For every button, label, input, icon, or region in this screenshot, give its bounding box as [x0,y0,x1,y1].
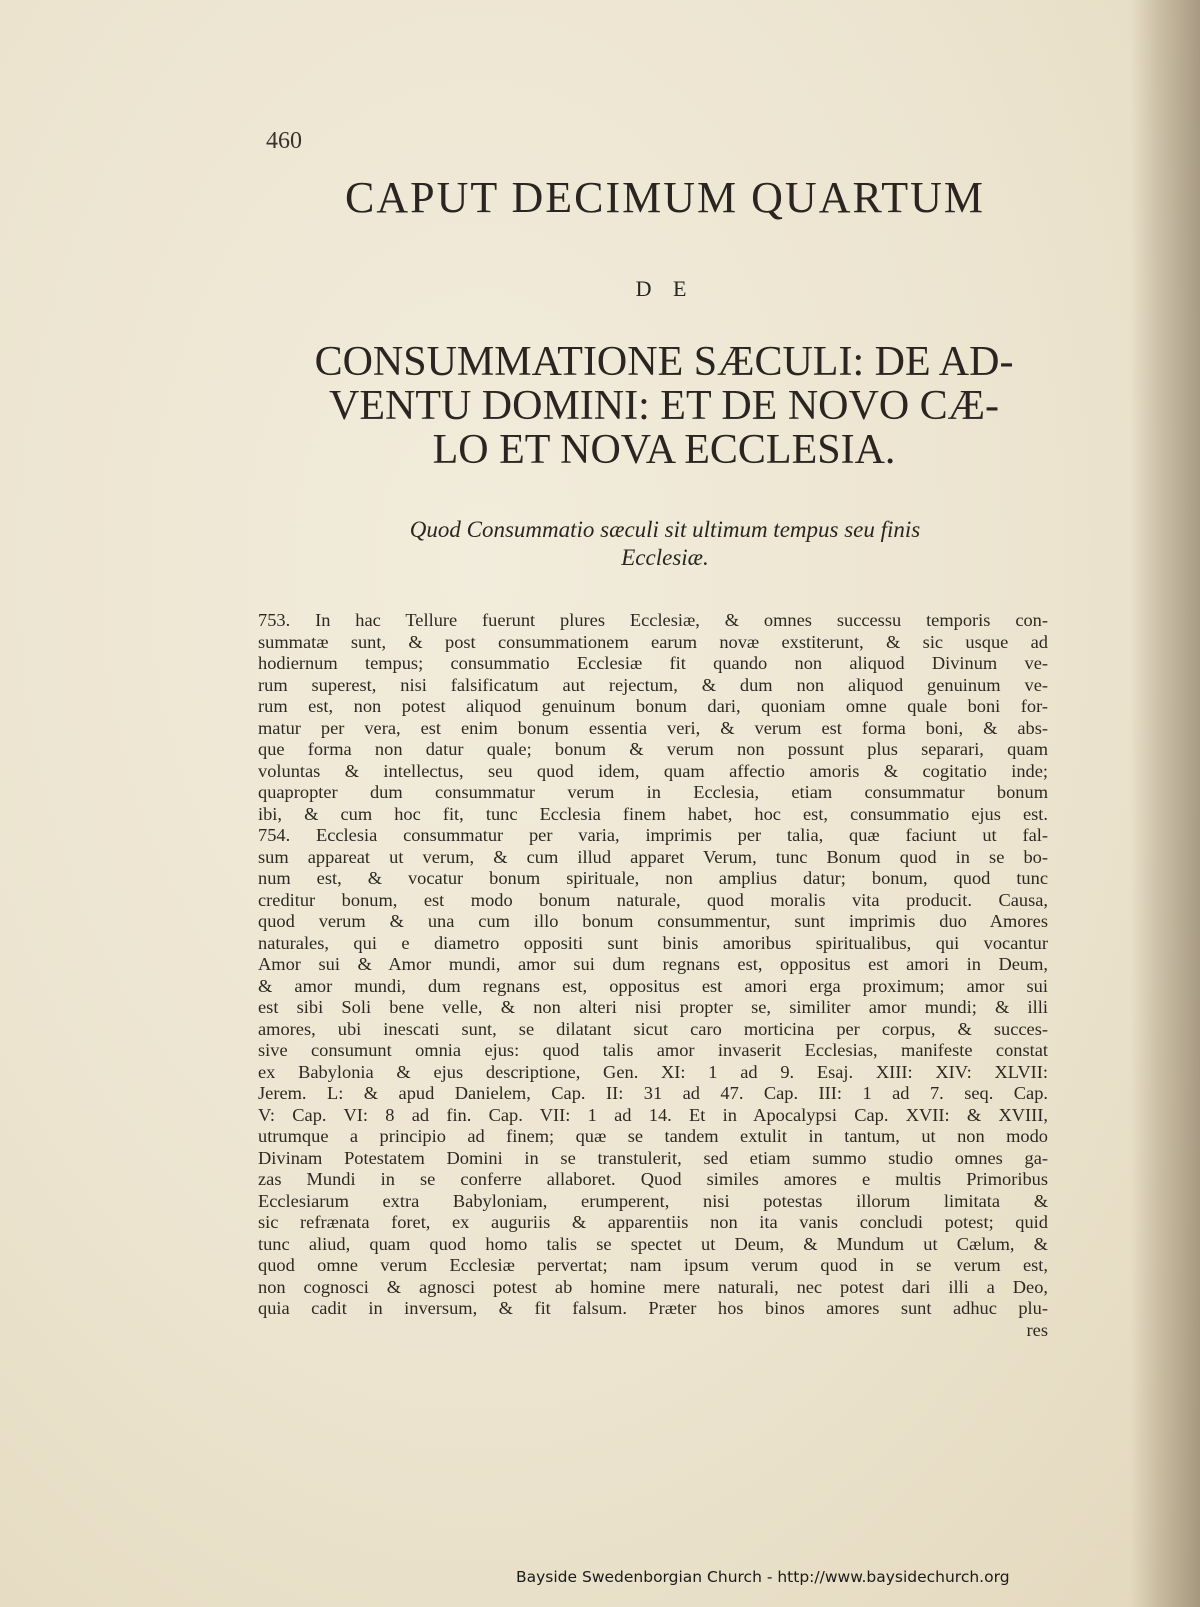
text-line: creditur bonum, est modo bonum naturale, quod moralis vita producit. Causa, [258,889,1048,910]
text-line: utrumque a principio ad finem; quæ se tandem extulit in tantum, ut non modo [258,1126,1048,1146]
text-line: Jerem. L: & apud Danielem, Cap. II: 31 ad 47. Cap. III: 1 ad 7. seq. Cap. [258,1083,1048,1103]
text-line: zas Mundi in se conferre allaboret. Quod similes amores e multis Primoribus [258,1169,1048,1189]
body-text [258,610,1048,1341]
chapter-subject [268,340,1060,472]
text-line: que forma non datur quale; bonum & verum non possunt plus separari, quam [258,739,1048,759]
text-line: quod omne verum Ecclesiæ pervertat; nam ipsum verum quod in se verum est, [258,1255,1048,1275]
text-line: quod verum & una cum illo bonum consummentur, sunt imprimis duo Amores [258,911,1048,931]
text-line: sive consumunt omnia ejus: quod talis amor invaserit Ecclesias, manifeste constat [258,1040,1048,1060]
text-line: ibi, & cum hoc fit, tunc Ecclesia finem habet, hoc est, consummatio ejus est. [258,803,1048,824]
catchword: res [1026,1319,1048,1340]
text-line: & amor mundi, dum regnans est, oppositus est amori erga proximum; amor sui [258,975,1048,996]
text-line: summatæ sunt, & post consummationem earum novæ exstiterunt, & sic usque ad [258,631,1048,652]
text-line: 754. Ecclesia consummatur per varia, imprimis per talia, quæ faciunt ut fal- [258,825,1048,845]
section-heading-line: Ecclesiæ. [621,545,709,570]
text-line: voluntas & intellectus, seu quod idem, quam affectio amoris & cogitatio inde; [258,760,1048,781]
text-line: Amor sui & Amor mundi, amor sui dum regnans est, oppositus est amori in Deum, [258,954,1048,974]
subject-line: CONSUMMATIONE SÆCULI: DE AD- [314,339,1014,385]
text-line: non cognosci & agnosci potest ab homine mere naturali, nec potest dari illi a Deo, [258,1276,1048,1297]
text-line: 753. In hac Tellure fuerunt plures Ecclesiæ, & omnes successu temporis con- [258,610,1048,630]
text-line: Divinam Potestatem Domini in se transtulerit, sed etiam summo studio omnes ga- [258,1147,1048,1168]
text-line: rum est, non potest aliquod genuinum bonum dari, quoniam omne quale boni for- [258,696,1048,716]
text-line: V: Cap. VI: 8 ad fin. Cap. VII: 1 ad 14. Et in Apocalypsi Cap. XVII: & XVIII, [258,1104,1048,1125]
text-line: est sibi Soli bene velle, & non alteri nisi propter se, similiter amor mundi; & illi [258,997,1048,1017]
section-heading [300,516,1030,572]
page-number: 460 [266,128,302,154]
subject-line: VENTU DOMINI: ET DE NOVO CÆ- [329,383,999,429]
text-line: Ecclesiarum extra Babyloniam, erumperent, nisi potestas illorum limitata & [258,1190,1048,1211]
text-line: quapropter dum consummatur verum in Ecclesia, etiam consummatur bonum [258,782,1048,802]
text-line: quia cadit in inversum, & fit falsum. Præter hos binos amores sunt adhuc plu- [258,1298,1048,1318]
text-line: tunc aliud, quam quod homo talis se spectet ut Deum, & Mundum ut Cælum, & [258,1233,1048,1254]
subject-line: LO ET NOVA ECCLESIA. [432,427,896,473]
text-line: matur per vera, est enim bonum essentia veri, & verum est forma boni, & abs- [258,717,1048,738]
text-line: sum appareat ut verum, & cum illud apparet Verum, tunc Bonum quod in se bo- [258,846,1048,867]
text-line: num est, & vocatur bonum spirituale, non amplius datur; bonum, quod tunc [258,868,1048,888]
text-line: rum superest, nisi falsificatum aut rejectum, & dum non aliquod genuinum ve- [258,674,1048,695]
text-line: ex Babylonia & ejus descriptione, Gen. XI: 1 ad 9. Esaj. XIII: XIV: XLVII: [258,1061,1048,1082]
watermark-credit: Bayside Swedenborgian Church - http://www.baysidechurch.org [516,1568,1010,1586]
chapter-title: CAPUT DECIMUM QUARTUM [345,173,985,222]
text-line: hodiernum tempus; consummatio Ecclesiæ fit quando non aliquod Divinum ve- [258,653,1048,673]
chapter-preposition: D E [635,276,695,301]
text-line: sic refrænata foret, ex auguriis & apparentiis non ita vanis concludi potest; quid [258,1212,1048,1232]
text-line: naturales, qui e diametro oppositi sunt binis amoribus spiritualibus, qui vocantur [258,932,1048,953]
section-heading-line: Quod Consummatio sæculi sit ultimum tempus seu finis [409,517,921,542]
text-line: amores, ubi inescati sunt, se dilatant sicut caro morticina per corpus, & succes- [258,1018,1048,1039]
